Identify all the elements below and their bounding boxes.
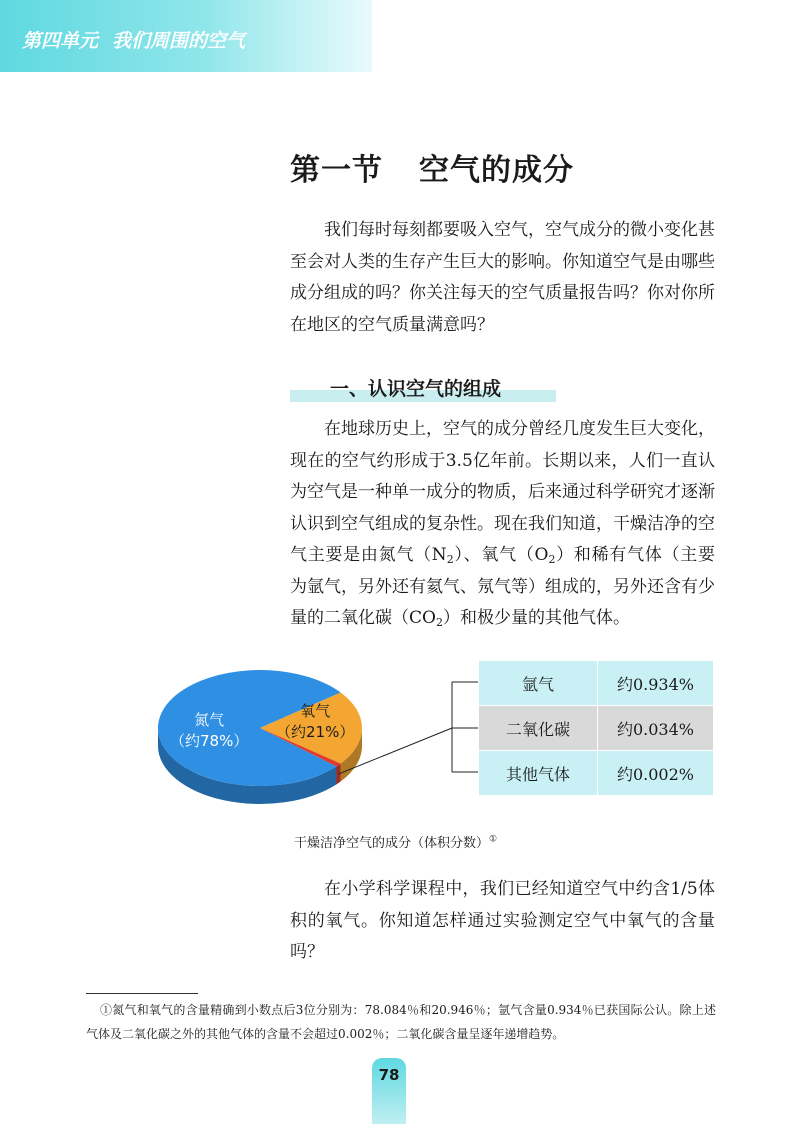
gas-value: 约0.002% (598, 751, 714, 796)
closing-paragraph: 在小学科学课程中，我们已经知道空气中约含1/5体积的氧气。你知道怎样通过实验测定空气中氧气的含量吗？ (290, 879, 715, 962)
page-number: 78 (378, 1066, 400, 1084)
oxygen-label (276, 701, 354, 743)
unit-title: 我们周围的空气 (112, 30, 246, 52)
gas-name: 氩气 (479, 661, 598, 706)
other-gases-table (478, 660, 714, 796)
table-row (479, 751, 714, 796)
subscript: 2 (446, 553, 454, 566)
footnote: ①氮气和氧气的含量精确到小数点后3位分别为：78.084％和20.946％；氩气含量0.934％已获国际公认。除上述气体及二氧化碳之外的其他气体的含量不会超过0.002％；二氧化碳含量呈逐年递增趋势。 (86, 1003, 716, 1041)
subscript: 2 (435, 616, 443, 629)
oxygen-percent: （约21%） (276, 723, 355, 741)
section-name: 空气的成分 (419, 153, 574, 188)
subsection-title: 一、认识空气的组成 (330, 378, 502, 400)
section-title (290, 145, 574, 189)
footnote-divider (86, 993, 198, 994)
paragraph-text: ）和稀有气体（主要为氩气，另外还有氦气、氖气等）组成的，另外还含有少量的二氧化碳（CO (290, 545, 716, 628)
section-number: 第一节 (290, 153, 383, 188)
table-row (479, 661, 714, 706)
oxygen-name: 氧气 (300, 702, 331, 720)
gas-name: 二氧化碳 (479, 706, 598, 751)
pie-side-other (337, 764, 341, 785)
footnote-mark: ① (489, 834, 498, 845)
intro-paragraph: 我们每时每刻都要吸入空气，空气成分的微小变化甚至会对人类的生存产生巨大的影响。你知道空气是由哪些成分组成的吗？你关注每天的空气质量报告吗？你对你所在地区的空气质量满意吗？ (290, 220, 715, 335)
subscript: 2 (548, 553, 556, 566)
caption-text: 干燥洁净空气的成分（体积分数） (294, 836, 490, 851)
composition-paragraph (290, 414, 715, 635)
nitrogen-name: 氮气 (194, 711, 225, 729)
paragraph-text: 在地球历史上，空气的成分曾经几度发生巨大变化，现在的空气约形成于3.5亿年前。长期以来，人们一直认为空气是一种单一成分的物质，后来通过科学研究才逐渐认识到空气组成的复杂性。现在我们知道，干燥洁净的空气主要是由氮气（N (290, 419, 715, 565)
gas-value: 约0.934% (598, 661, 714, 706)
paragraph-text: ）、氧气（O (453, 545, 549, 565)
gas-value: 约0.034% (598, 706, 714, 751)
figure-caption (294, 832, 497, 851)
nitrogen-label (170, 710, 248, 752)
gas-name: 其他气体 (479, 751, 598, 796)
unit-header (22, 26, 245, 53)
unit-number: 第四单元 (22, 30, 99, 52)
table-row (479, 706, 714, 751)
paragraph-text: ）和极少量的其他气体。 (442, 608, 630, 628)
nitrogen-percent: （约78%） (170, 732, 249, 750)
